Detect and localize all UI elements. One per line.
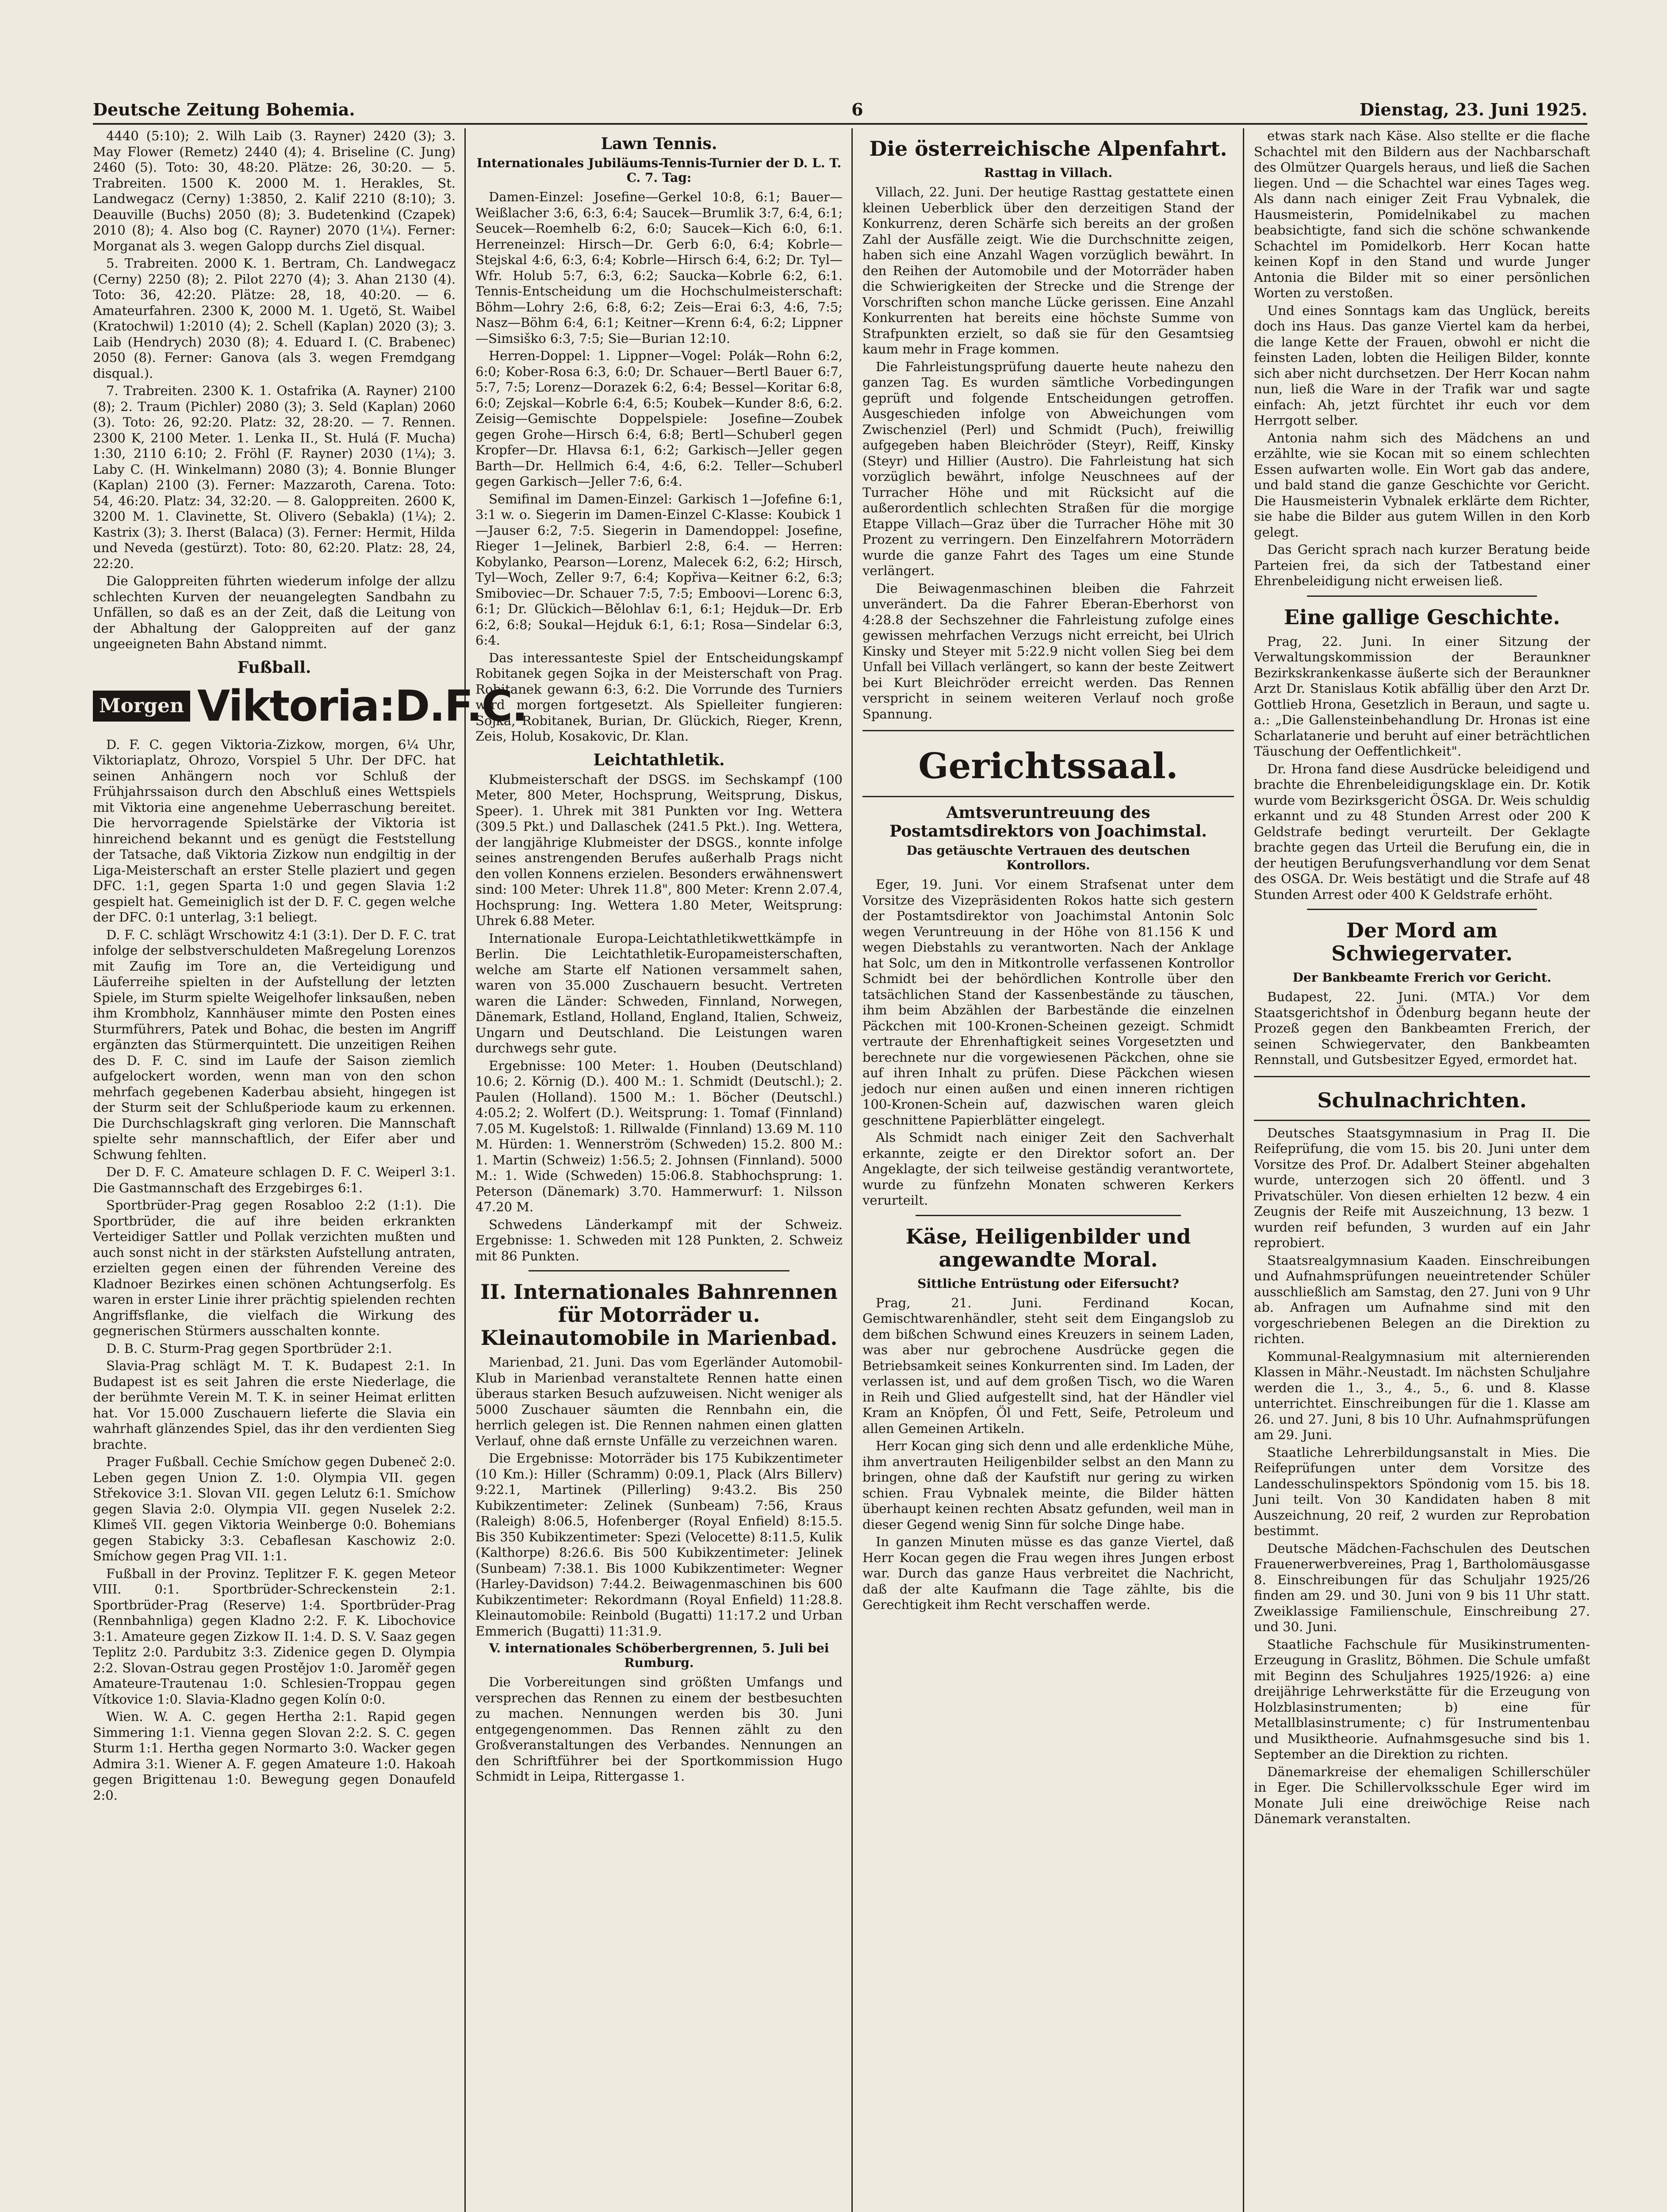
column-rule bbox=[1243, 128, 1244, 2212]
paragraph: Dr. Hrona fand diese Ausdrücke beleidigend und brachte die Ehrenbeleidigungsklage ein. Dr. Kotik wurde vom Bezirksgericht ÖSGA. Dr. Weis schuldig erkannt und zu 48 Stunden Arrest oder 200 K Geldstrafe bedingt verurteilt. Der Geklagte brachte gegen das Urteil die Berufung ein, die in der heutigen Berufungsverhandlung vor dem Senat des OSGA. Dr. Weis bestätigt und die Strafe auf 48 Stunden Arrest oder 400 K Geldstrafe erhöht. bbox=[1254, 761, 1590, 902]
paragraph: Die Fahrleistungsprüfung dauerte heute nahezu den ganzen Tag. Es wurden sämtliche Vorbedingungen geprüft und folgende Entscheidungen getroffen. Ausgeschieden infolge von Abweichungen vom Zwischenziel (Perl) und Schmidt (Puch), freiwillig aufgegeben haben Bleichröder (Steyr), Reiff, Kinsky (Steyr) und Hillier (Austro). Die Fahrleistung hat sich vorzüglich bewährt, infolge Neuschnees auf der Turracher Höhe und mit Rücksicht auf die außerordentlich schlechten Straßen für die morgige Etappe Villach—Graz über die Turracher Höhe mit 30 Prozent zu verringern. Den Einzelfahrern Motorrädern wurde die ganze Fahrt des Tages um eine Stunde verlängert. bbox=[862, 359, 1234, 578]
paragraph: D. F. C. schlägt Wrschowitz 4:1 (3:1). Der D. F. C. trat infolge der selbstverschuldeten Maßregelung Lorenzos mit Zaufig im Tore an, die Verteidigung und Läuferreihe spielten in der Aufstellung der letzten Spiele, im Sturm spielte Weigelhofer linksaußen, neben ihm Krombholz, Kannhäuser mimte den Posten eines Sturmführers, Patek und Bohac, die besten im Angriff ergänzten das Stürmerquintett. Die unzeitigen Reihen des D. F. C. sind im Laufe der Saison ziemlich aufgelockert worden, wenn man von den schon mehrfach gegebenen Kaderbau absieht, hingegen ist der Sturm seit der Schlußperiode kaum zu erkennen. Die Durchschlagskraft ging verloren. Die Mannschaft spielte sehr mannschaftlich, der Eifer aber und Schwung fehlten. bbox=[93, 927, 456, 1162]
paragraph: Das interessanteste Spiel der Entscheidungskampf Robitanek gegen Sojka in der Meisterschaft von Prag. Robitanek gewann 6:3, 6:2. Die Vorrunde des Turniers wird morgen fortgesetzt. Als Spielleiter fungieren: Sojka, Robitanek, Burian, Dr. Glückich, Rieger, Krenn, Zeis, Holub, Kosakovic, Dr. Klan. bbox=[475, 650, 843, 744]
paragraph: Wien. W. A. C. gegen Hertha 2:1. Rapid gegen Simmering 1:1. Vienna gegen Slovan 2:2. S. C. gegen Sturm 1:1. Hertha gegen Normarto 3:0. Wacker gegen Admira 3:1. Wiener A. F. gegen Amateure 1:0. Hakoah gegen Brigittenau 1:0. Bewegung gegen Donaufeld 2:0. bbox=[93, 1709, 456, 1803]
paragraph: Eger, 19. Juni. Vor einem Strafsenat unter dem Vorsitze des Vizepräsidenten Rokos hatte sich gestern der Postamtsdirektor von Joachimstal Antonin Solc wegen Veruntreuung in der Höhe von 81.156 K und wegen Diebstahls zu verantworten. Nach der Anklage hat Solc, um den in Mitkontrolle verfassenen Kontrollor Schmidt bei der behördlichen Kontrolle über den tatsächlichen Stand der Kassenbestände zu täuschen, ihm beim Abzählen der Barbestände die einzelnen Päckchen mit 100-Kronen-Scheinen gezeigt. Schmidt vertraute der Ehrenhaftigkeit seines Vorgesetzten und berechnete nur die vorgewiesenen Päckchen, ohne sie auf ihren Inhalt zu prüfen. Diese Päckchen wiesen jedoch nur einen außen und einen inneren richtigen 100-Kronen-Schein auf, dazwischen waren gleich geschnittene Papierblätter eingelegt. bbox=[862, 877, 1234, 1128]
issue-date: Dienstag, 23. Juni 1925. bbox=[1359, 100, 1587, 119]
section-heading-court: Gerichtssaal. bbox=[918, 745, 1178, 787]
paragraph: Staatsrealgymnasium Kaaden. Einschreibungen und Aufnahmsprüfungen neueintretender Schüler ausschließlich am Samstag, den 27. Juni von 9 Uhr ab. Anfragen um Aufnahme sind mit den vorgeschriebenen Belegen an die Direktion zu richten. bbox=[1254, 1252, 1590, 1346]
subheading: Sittliche Entrüstung oder Eifersucht? bbox=[917, 1276, 1179, 1291]
column-4 bbox=[1254, 128, 1590, 2212]
paragraph: Slavia-Prag schlägt M. T. K. Budapest 2:1. In Budapest ist es seit Jahren die erste Niederlage, die der berühmte Verein M. T. K. in seiner Heimat erlitten hat. Vor 15.000 Zuschauern lieferte die Slavia ein wahrhaft glänzendes Spiel, das ihr den verdienten Sieg brachte. bbox=[93, 1358, 456, 1452]
article-heading: Amtsveruntreuung des Postamtsdirektors von Joachimstal. bbox=[889, 803, 1207, 841]
paragraph: Antonia nahm sich des Mädchens an und erzählte, wie sie Kocan mit so einem schlechten Essen aufwarten wolle. Ein Wort gab das andere, und bald stand die ganze Geschichte vor Gericht. Die Hausmeisterin Vybnalek erklärte dem Richter, sie habe die Bilder aus gutem Willen in den Korb gelegt. bbox=[1254, 430, 1590, 540]
column-rule bbox=[851, 128, 853, 2212]
section-box bbox=[862, 730, 1234, 797]
divider bbox=[916, 1215, 1181, 1216]
paragraph: D. F. C. gegen Viktoria-Zizkow, morgen, 6¼ Uhr, Viktoriaplatz, Ohrozo, Vorspiel 5 Uhr. Der DFC. hat seinen Anhängern noch vor Schluß der Frühjahrssaison durch den Abschluß eines Wettspiels mit Viktoria eine angenehme Ueberraschung bereitet. Die hervorragende Spielstärke der Viktoria ist hinreichend bekannt und es genügt die Feststellung der Tatsache, daß Viktoria Zizkow nun endgiltig in der Liga-Meisterschaft an erster Stelle plaziert und gegen DFC. 1:1, gegen Sparta 1:0 und gegen Slavia 1:2 gespielt hat. Gemeiniglich ist der D. F. C. gegen welche der DFC. 0:1 unterlag, 3:1 beliegt. bbox=[93, 737, 456, 925]
paragraph: 7. Trabreiten. 2300 K. 1. Ostafrika (A. Rayner) 2100 (8); 2. Traum (Pichler) 2080 (3); 3. Seld (Kaplan) 2060 (3). Toto: 26, 92:20. Platz: 32, 28:20. — 7. Rennen. 2300 K, 2100 Meter. 1. Lenka II., St. Hulá (F. Mucha) 1:30, 2110 6:10; 2. Fröhl (F. Rayner) 2030 (1¼); 3. Laby C. (H. Winkelmann) 2080 (3); 4. Bonnie Blunger (Kaplan) 2100 (3). Ferner: Mazzaroth, Carena. Toto: 54, 46:20. Platz: 34, 32:20. — 8. Galoppreiten. 2600 K, 3200 M. 1. Clavinette, St. Olivero (Sebakla) (1¼); 2. Kastrix (3); 3. Iherst (Balaca) (3). Ferner: Hermit, Hilda und Neveda (gestürzt). Toto: 80, 62:20. Platz: 28, 24, 22:20. bbox=[93, 383, 456, 571]
subheading: Der Bankbeamte Frerich vor Gericht. bbox=[1292, 970, 1552, 985]
paragraph: Prag, 22. Juni. In einer Sitzung der Verwaltungskommission der Beraunkner Bezirkskrankenkasse äußerte sich der Beraunkner Arzt Dr. Stanislaus Kotik abfällig über den Arzt Dr. Gottlieb Hrona, Gesetzlich in Beraun, und sagte u. a.: „Die Gallensteinbehandlung Dr. Hronas ist eine Scharlatanerie und beruht auf einer beträchtlichen Täuschung der Oeffentlichkeit". bbox=[1254, 634, 1590, 759]
paragraph: Der D. F. C. Amateure schlagen D. F. C. Weiperl 3:1. Die Gastmannschaft des Erzgebirges 6:1. bbox=[93, 1164, 456, 1195]
paragraph: Internationale Europa-Leichtathletikwettkämpfe in Berlin. Die Leichtathletik-Europameisterschaften, welche am Starte elf Nationen versammelt sahen, waren von 35.000 Zuschauern besucht. Vertreten waren die Länder: Schweden, Finnland, Norwegen, Dänemark, Estland, Holland, England, Italien, Schweiz, Ungarn und Deutschland. Die Leistungen waren durchwegs sehr gute. bbox=[475, 930, 843, 1056]
masthead bbox=[93, 88, 1587, 125]
paragraph: Sportbrüder-Prag gegen Rosabloo 2:2 (1:1). Die Sportbrüder, die auf ihre beiden erkrankten Verteidiger Sattler und Pollak verzichten mußten und auch sonst nicht in der stärksten Aufstellung antraten, erzielten gegen einen der führenden Vereine des Kladnoer Bezirkes einen schönen Achtungserfolg. Es waren in erster Linie ihrer prächtig spielenden rechten Angriffsflanke, die vielfach die Wirkung des gegnerischen Stürmers ausschalten konnte. bbox=[93, 1198, 456, 1338]
paragraph: Herren-Doppel: 1. Lippner—Vogel: Polák—Rohn 6:2, 6:0; Kober-Rosa 6:3, 6:0; Dr. Schauer—Bertl Bauer 6:7, 5:7, 7:5; Lorenz—Dorazek 6:2, 6:4; Bessel—Koritar 6:8, 6:0; Zejskal—Kobrle 6:4, 6:5; Koubek—Kunder 8:6, 6:2. Zeisig—Gemischte Doppelspiele: Josefine—Zoubek gegen Grohe—Hirsch 6:4, 6:8; Bertl—Schuberl gegen Kropfer—Dr. Hlavsa 6:1, 6:2; Garkisch—Jeller gegen Barth—Dr. Hellmich 6:4, 4:6, 6:2. Teller—Schuberl gegen Garkisch—Jeller 7:6, 6:4. bbox=[475, 348, 843, 489]
section-heading-tennis: Lawn Tennis. bbox=[601, 134, 717, 153]
article-heading: Eine gallige Geschichte. bbox=[1284, 605, 1560, 629]
paragraph: Die Ergebnisse: Motorräder bis 175 Kubikzentimeter (10 Km.): Hiller (Schramm) 0:09.1, Plack (Alrs Billerv) 9:22.1, Martinek (Pillerling) 9:43.2. Bis 250 Kubikzentimeter: Zelinek (Sunbeam) 7:56, Kraus (Raleigh) 8:06.5, Hofenberger (Royal Enfield) 8:15.5. Bis 350 Kubikzentimeter: Spezi (Velocette) 8:11.5, Kulik (Kalthorpe) 8:26.6. Bis 500 Kubikzentimeter: Jelinek (Sunbeam) 7:38.1. Bis 1000 Kubikzentimeter: Wegner (Harley-Davidson) 7:44.2. Beiwagenmaschinen bis 600 Kubikzentimeter: Rekordmann (Royal Enfield) 11:28.8. Kleinautomobile: Reinbold (Bugatti) 11:17.2 und Urban Emmerich (Bugatti) 11:31.9. bbox=[475, 1451, 843, 1639]
divider bbox=[1307, 595, 1537, 597]
paragraph: Kommunal-Realgymnasium mit alternierenden Klassen in Mähr.-Neustadt. Im nächsten Schuljahre werden die 1., 3., 4., 5., 6. und 8. Klasse unterrichtet. Einschreibungen für die 1. Klasse am 26. und 27. Juni, 8 bis 10 Uhr. Aufnahmsprüfungen am 29. Juni. bbox=[1254, 1348, 1590, 1442]
paragraph: Die Galoppreiten führten wiederum infolge der allzu schlechten Kurven der neuangelegten Sandbahn zu Unfällen, so daß es an der Zeit, daß die Leitung von der Abhaltung der Galoppreiten auf der ganz ungeeigneten Bahn Abstand nimmt. bbox=[93, 573, 456, 651]
paragraph: Herr Kocan ging sich denn und alle erdenkliche Mühe, ihm anvertrauten Heiligenbilder selbst an den Mann zu bringen, ohne daß der Kaufstift nur gering zu wirken schien. Frau Vybnalek meinte, die Bilder hätten überhaupt keinen rechten Absatz gefunden, weil man in dieser Gegend wenig Sinn für solche Dinge habe. bbox=[862, 1438, 1234, 1532]
column-1 bbox=[93, 128, 527, 2212]
paragraph: Ergebnisse: 100 Meter: 1. Houben (Deutschland) 10.6; 2. Körnig (D.). 400 M.: 1. Schmidt (Deutschl.); 2. Paulen (Holland). 1500 M.: 1. Böcher (Deutschl.) 4:05.2; 2. Wolfert (D.). Weitsprung: 1. Tomaf (Finnland) 7.05 M. Kugelstoß: 1. Rillwalde (Finnland) 13.69 M. 110 M. Hürden: 1. Wennerström (Schweden) 15.2. 800 M.: 1. Martin (Schweiz) 1:56.5; 2. Johnsen (Finnland). 5000 M.: 1. Wide (Schweden) 15:06.8. Stabhochsprung: 1. Peterson (Dänemark) 3.70. Hammerwurf: 1. Nilsson 47.20 M. bbox=[475, 1058, 843, 1214]
paragraph: In ganzen Minuten müsse es das ganze Viertel, daß Herr Kocan gegen die Frau wegen ihres Jungen erbost war. Durch das ganze Haus verbreitet die Nachricht, daß der alte Kaufmann die Tage zählte, bis die Gerechtigkeit ihm Recht verschaffen werde. bbox=[862, 1534, 1234, 1612]
section-box bbox=[1254, 1076, 1590, 1121]
ad-badge: Morgen bbox=[93, 691, 190, 722]
paragraph: Dänemarkreise der ehemaligen Schillerschüler in Eger. Die Schillervolksschule Eger wird im Monate Juli eine dreiwöchige Reise nach Dänemark veranstalten. bbox=[1254, 1764, 1590, 1826]
paragraph: Marienbad, 21. Juni. Das vom Egerländer Automobil-Klub in Marienbad veranstaltete Rennen hatte einen überaus starken Besuch aufzuweisen. Nicht weniger als 5000 Zuschauer säumten die Rennbahn ein, die herrlich gelegen ist. Die Rennen nahmen einen glatten Verlauf, ohne daß ernste Unfälle zu verzeichnen waren. bbox=[475, 1355, 843, 1448]
paragraph: 4440 (5:10); 2. Wilh Laib (3. Rayner) 2420 (3); 3. May Flower (Remetz) 2440 (4); 4. Briseline (C. Jung) 2460 (5). Toto: 30, 48:20. Plätze: 26, 30:20. — 5. Trabreiten. 1500 K. 2000 M. 1. Herakles, St. Landwegacz (Cerny) 1:3850, 2. Kalif 2210 (8:10); 3. Deauville (Buchs) 2050 (8); 3. Budetenkind (Czapek) 2010 (8); 4. Also bog (C. Rayner) 2070 (1¼). Ferner: Morganat als 3. wegen Galopp durchs Ziel disqual. bbox=[93, 128, 456, 253]
section-heading-alpenfahrt: Die österreichische Alpenfahrt. bbox=[869, 137, 1227, 161]
subheading: V. internationales Schöberbergrennen, 5. Juli bei Rumburg. bbox=[489, 1641, 829, 1670]
paragraph: Semifinal im Damen-Einzel: Garkisch 1—Jofefine 6:1, 3:1 w. o. Siegerin im Damen-Einzel C-Klasse: Koubick 1—Jauser 6:2, 7:5. Siegerin in Damendoppel: Josefine, Rieger 1—Jelinek, Barbierl 2:8, 6:4. — Herren: Kobylanko, Pearson—Lorenz, Malecek 6:2, 6:2; Hirsch, Tyl—Woch, Zeller 9:7, 6:4; Kopřiva—Keitner 6:2, 6:3; Smiboviec—Dr. Schauer 7:5, 7:5; Emboovi—Lorenc 6:3, 6:1; Dr. Glückich—Bělohlav 6:1, 6:1; Hejduk—Dr. Erb 6:2, 6:8; Soukal—Hejduk 6:1, 6:1; Rosa—Sindelar 6:3, 6:4. bbox=[475, 491, 843, 648]
paragraph: Schwedens Länderkampf mit der Schweiz. Ergebnisse: 1. Schweden mit 128 Punkten, 2. Schweiz mit 86 Punkten. bbox=[475, 1217, 843, 1263]
paragraph: Und eines Sonntags kam das Unglück, bereits doch ins Haus. Das ganze Viertel kam da herbei, die lange Kette der Frauen, obwohl er nicht die feinsten Laden, lobten die Heiligen Bilder, konnte sich aber nicht durchsetzen. Der Herr Kocan nahm nun, ließ die Ware in der Trafik war und sagte einfach: Ah, jetzt fürchtet ihr euch vor dem Herrgott selber. bbox=[1254, 303, 1590, 428]
paragraph: Villach, 22. Juni. Der heutige Rasttag gestattete einen kleinen Ueberblick über den derzeitigen Stand der Konkurrenz, deren Schärfe sich bereits an der großen Zahl der Ausfälle zeigt. Wie die Durchschnitte zeigen, haben sich eine Anzahl Wagen vorzüglich bewährt. In den Reihen der Automobile und der Motorräder haben die Schwierigkeiten der Strecke und die Strenge der Vorschriften schon manche Lücke gerissen. Eine Anzahl Konkurrenten hat bereits eine höchste Summe von Strafpunkten erzielt, so daß sie für den Gesamtsieg kaum mehr in Frage kommen. bbox=[862, 184, 1234, 357]
paragraph: Damen-Einzel: Josefine—Gerkel 10:8, 6:1; Bauer—Weißlacher 3:6, 6:3, 6:4; Saucek—Brumlik 3:7, 6:4, 6:1; Seucek—Roemhelb 6:2, 6:0; Saucek—Kich 6:0, 6:1. Herreneinzel: Hirsch—Dr. Gerb 6:0, 6:4; Kobrle—Stejskal 4:6, 6:3, 6:4; Kobrle—Hirsch 6:4, 6:2; Dr. Tyl—Wfr. Holub 5:7, 6:3, 6:2; Saucka—Kobrle 6:2, 6:1. Tennis-Entscheidung um die Hochschulmeisterschaft: Böhm—Lohry 2:6, 6:8, 6:2; Zeis—Erai 6:3, 4:6, 7:5; Nasz—Böhm 6:4, 6:1; Keitner—Krenn 6:4, 6:2; Lippner—Simsiško 6:3, 7:5; Sie—Burian 12:10. bbox=[475, 189, 843, 346]
paragraph: Die Beiwagenmaschinen bleiben die Fahrzeit unverändert. Da die Fahrer Eberan-Eberhorst von 4:28.8 der Sechszehner die Fahrleistung zufolge eines gewissen mehrfachen Verzugs nicht erreicht, bei Ulrich Kinsky und Steyer mit 5:22.9 nicht vollen Sieg bei dem Unfall bei Villach verlängert, so kann der beste Zeitwert bei Kurt Bleichröder erreicht werden. Das Rennen verspricht in seinem weiteren Verlauf noch große Spannung. bbox=[862, 580, 1234, 722]
ad-title: Viktoria:D.F.C. bbox=[197, 681, 527, 731]
section-heading-football: Fußball. bbox=[237, 658, 311, 677]
column-rule bbox=[464, 128, 466, 2212]
paragraph: Prager Fußball. Cechie Smíchow gegen Dubeneč 2:0. Leben gegen Union Z. 1:0. Olympia VII. gegen Střekovice 3:1. Slovan VII. gegen Lelutz 6:1. Smíchow gegen Slavia 2:0. Olympia VII. gegen Nuselek 2:2. Klimeš VII. gegen Viktoria Weinberge 0:0. Bohemians gegen Stabicky 3:3. Cebaflesan Kaschowiz 2:0. Smíchow gegen Prag VII. 1:1. bbox=[93, 1454, 456, 1563]
subheading: Das getäuschte Vertrauen des deutschen Kontrollors. bbox=[906, 843, 1190, 872]
article-heading: Der Mord am Schwiegervater. bbox=[1331, 918, 1513, 965]
paragraph: 5. Trabreiten. 2000 K. 1. Bertram, Ch. Landwegacz (Cerny) 2250 (8); 2. Pilot 2270 (4); 3. Ahan 2130 (4). Toto: 36, 42:20. Plätze: 28, 18, 40:20. — 6. Amateurfahren. 2300 K, 2000 M. 1. Ugetö, St. Waibel (Kratochwil) 1:2010 (4); 2. Schell (Kaplan) 2020 (3); 3. Laib (Hendrych) 2030 (8); 4. Eduard I. (C. Brabenec) 2050 (8). Ferner: Ganova (als 3. wegen Fremdgang disqual.). bbox=[93, 256, 456, 381]
advertisement bbox=[93, 681, 527, 731]
paragraph: Prag, 21. Juni. Ferdinand Kocan, Gemischtwarenhändler, steht seit dem Eingangslob zu dem bißchen Schwund eines Kreuzers in seinem Laden, was aber nur gebrochene Ausdrücke gegen die Betriebsamkeit seines Konkurrenten sind. Im Laden, der verlassen ist, und auf dem großen Tisch, wo die Waren in Reih und Glied aufgestellt sind, hat der Händler viel Kram an Knöpfen, Öl und Fett, Seife, Petroleum und allen Gemeinen Artikeln. bbox=[862, 1295, 1234, 1436]
paragraph: Budapest, 22. Juni. (MTA.) Vor dem Staatsgerichtshof in Ödenburg begann heute der Prozeß gegen den Bankbeamten Frerich, der seinen Schwiegervater, den Bankbeamten Rennstall, und Gutsbesitzer Egyed, ermordet hat. bbox=[1254, 989, 1590, 1067]
paragraph: Staatliche Lehrerbildungsanstalt in Mies. Die Reifeprüfungen unter dem Vorsitze des Landesschulinspektors Spöndonig vom 15. bis 18. Juni teilt. Von 30 Kandidaten haben 8 mit Auszeichnung, 20 reif, 2 wurden zur Reprobation bestimmt. bbox=[1254, 1444, 1590, 1538]
paper-name: Deutsche Zeitung Bohemia. bbox=[93, 100, 355, 119]
section-heading-motor: II. Internationales Bahnrennen für Motorräder u. Kleinautomobile in Marienbad. bbox=[480, 1280, 838, 1350]
paragraph: Fußball in der Provinz. Teplitzer F. K. gegen Meteor VIII. 0:1. Sportbrüder-Schreckenstein 2:1. Sportbrüder-Prag (Reserve) 1:4. Sportbrüder-Prag (Rennbahnliga) gegen Kladno 2:2. F. K. Libochovice 3:1. Amateure gegen Zizkow II. 1:4. D. S. V. Saaz gegen Teplitz 2:0. Pardubitz 3:3. Zidenice gegen D. Olympia 2:2. Slovan-Ostrau gegen Prostějov 1:0. Jaroměř gegen Amateure-Trautenau 1:0. Schlesien-Troppau gegen Vítkovice 1:0. Slavia-Kladno gegen Kolín 0:0. bbox=[93, 1566, 456, 1707]
column-2 bbox=[475, 128, 843, 2212]
subheading: Rasttag in Villach. bbox=[984, 165, 1113, 180]
divider bbox=[1307, 909, 1537, 910]
paragraph: Klubmeisterschaft der DSGS. im Sechskampf (100 Meter, 800 Meter, Hochsprung, Weitsprung, Diskus, Speer). 1. Uhrek mit 381 Punkten vor Ing. Wettera (309.5 Pkt.) und Dallaschek (241.5 Pkt.). Ing. Wettera, der langjährige Klubmeister der DSGS., konnte infolge seines anstrengenden Berufes außerhalb Prags nicht den vollen Konnens erzielen. Besonders erwähnenswert sind: 100 Meter: Uhrek 11.8", 800 Meter: Krenn 2.07.4, Hochsprung: Ing. Wettera 1.80 Meter, Weitsprung: Uhrek 6.88 Meter. bbox=[475, 772, 843, 928]
section-heading-athletics: Leichtathletik. bbox=[593, 750, 725, 769]
article-heading: Käse, Heiligenbilder und angewandte Moral. bbox=[905, 1224, 1191, 1271]
subheading: Internationales Jubiläums-Tennis-Turnier der D. L. T. C. 7. Tag: bbox=[476, 156, 842, 185]
section-heading-school: Schulnachrichten. bbox=[1317, 1088, 1527, 1112]
paragraph: etwas stark nach Käse. Also stellte er die flache Schachtel mit den Bildern aus der Nachbarschaft des Olmützer Quargels heraus, und ließ die Sachen liegen. Und — die Schachtel war eines Tages weg. Als dann nach einiger Zeit Frau Vybnalek, die Hausmeisterin, Pomidelnikabel zu machen beabsichtigte, fand sich die schöne schwankende Schachtel im Pomidelkorb. Herr Kocan hatte keinen Kopf in den Stand und wurde Junger Antonia die Bilder mit so einer persönlichen Worten zu verstoßen. bbox=[1254, 128, 1590, 300]
divider bbox=[529, 1270, 789, 1271]
paragraph: Die Vorbereitungen sind größten Umfangs und versprechen das Rennen zu einem der bestbesuchten zu machen. Nennungen werden bis 30. Juni entgegengenommen. Das Rennen zählt zu den Großveranstaltungen des Verbandes. Nennungen an den Schriftführer bei der Sportkommission Hugo Schmidt in Leipa, Rittergasse 1. bbox=[475, 1674, 843, 1784]
column-3 bbox=[862, 128, 1234, 2212]
paragraph: D. B. C. Sturm-Prag gegen Sportbrüder 2:1. bbox=[106, 1340, 392, 1356]
page-number: 6 bbox=[851, 100, 863, 119]
paragraph: Deutsches Staatsgymnasium in Prag II. Die Reifeprüfung, die vom 15. bis 20. Juni unter dem Vorsitze des Prof. Dr. Adalbert Steiner abgehalten wurde, unterzogen sich 20 öffentl. und 3 Privatschüler. Von diesen erhielten 12 bezw. 4 ein Zeugnis der Reife mit Auszeichnung, 13 bezw. 1 wurden reif befunden, 3 wurden auf ein Jahr reprobiert. bbox=[1254, 1125, 1590, 1250]
paragraph: Deutsche Mädchen-Fachschulen des Deutschen Frauenerwerbvereines, Prag 1, Bartholomäusgasse 8. Einschreibungen für das Schuljahr 1925/26 finden am 29. und 30. Juni von 9 bis 11 Uhr statt. Zweiklassige Familienschule, Einschreibung 27. und 30. Juni. bbox=[1254, 1540, 1590, 1634]
paragraph: Als Schmidt nach einiger Zeit den Sachverhalt erkannte, zeigte er den Direktor sofort an. Der Angeklagte, der sich teilweise geständig verantwortete, wurde zu fünfzehn Monaten schweren Kerkers verurteilt. bbox=[862, 1130, 1234, 1208]
paragraph: Staatliche Fachschule für Musikinstrumenten-Erzeugung in Graslitz, Böhmen. Die Schule umfaßt mit Beginn des Schuljahres 1925/1926: a) eine dreijährige Lehrwerkstätte für die Erzeugung von Holzblasinstrumenten; b) eine für Metallblasinstrumente; c) für Instrumentenbau und Musiktheorie. Aufnahmsgesuche sind bis 1. September an die Direktion zu richten. bbox=[1254, 1636, 1590, 1762]
paragraph: Das Gericht sprach nach kurzer Beratung beide Parteien frei, da sich der Tatbestand einer Ehrenbeleidigung nicht erweisen ließ. bbox=[1254, 542, 1590, 588]
